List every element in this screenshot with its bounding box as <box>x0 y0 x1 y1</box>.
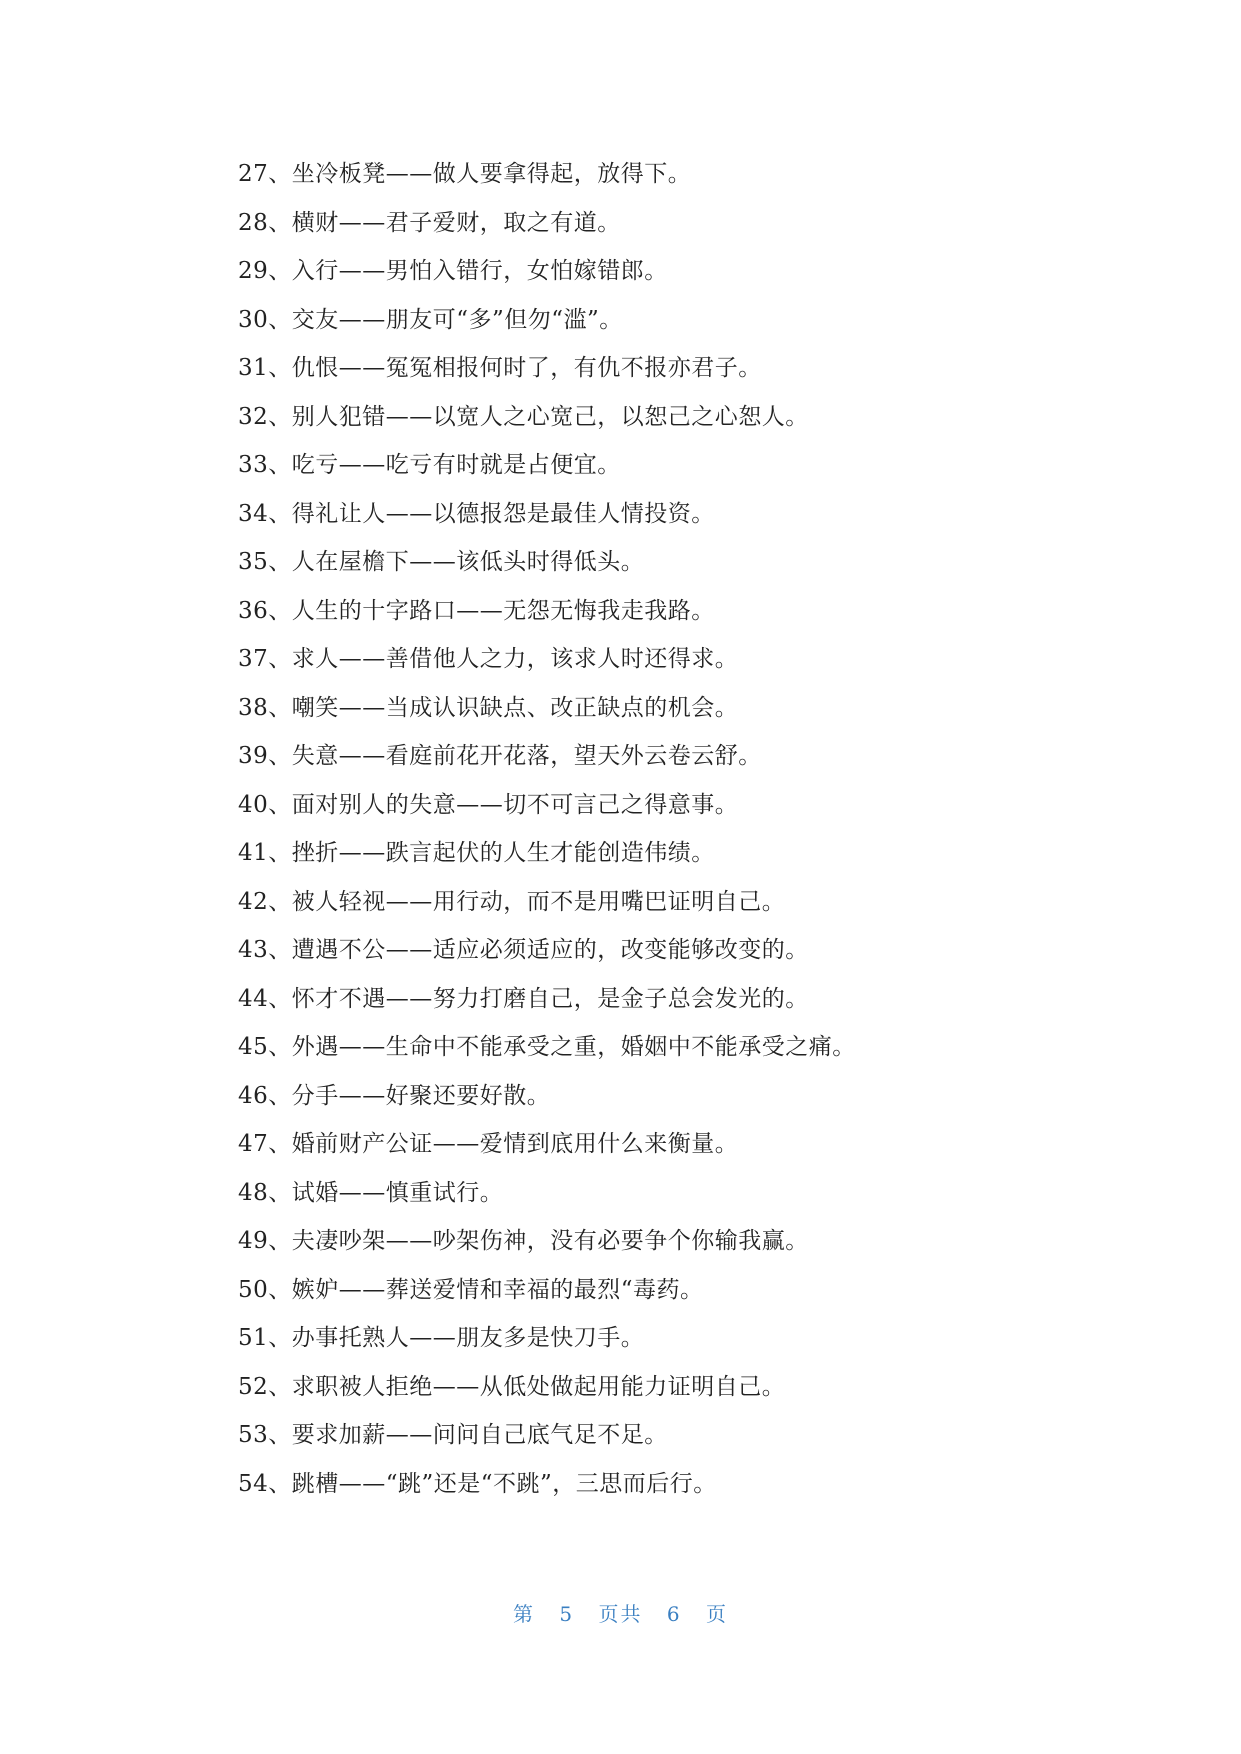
list-item: 37、求人——善借他人之力，该求人时还得求。 <box>238 646 739 672</box>
list-item: 39、失意——看庭前花开花落，望天外云卷云舒。 <box>238 743 762 769</box>
list-item: 33、吃亏——吃亏有时就是占便宜。 <box>238 452 621 478</box>
current-page-number: 5 <box>559 1602 575 1626</box>
list-item: 43、遭遇不公——适应必须适应的，改变能够改变的。 <box>238 937 809 963</box>
footer-suffix: 页 <box>705 1602 728 1626</box>
list-item: 51、办事托熟人——朋友多是快刀手。 <box>238 1325 645 1351</box>
list-item: 42、被人轻视——用行动，而不是用嘴巴证明自己。 <box>238 888 786 915</box>
list-item: 53、要求加薪——问问自己底气足不足。 <box>238 1422 668 1448</box>
list-item: 36、人生的十字路口——无怨无悔我走我路。 <box>238 597 715 624</box>
list-item: 30、交友——朋友可“多”但勿“滥”。 <box>238 306 623 333</box>
list-item: 47、婚前财产公证——爱情到底用什么来衡量。 <box>238 1131 739 1157</box>
list-item: 46、分手——好聚还要好散。 <box>238 1082 551 1109</box>
total-page-count: 6 <box>666 1602 682 1626</box>
footer-prefix: 第 <box>513 1602 536 1626</box>
list-item: 54、跳槽——“跳”还是“不跳”，三思而后行。 <box>238 1470 717 1497</box>
list-item: 50、嫉妒——葬送爱情和幸福的最烈“毒药。 <box>238 1276 704 1303</box>
document-body <box>238 150 1138 1508</box>
list-item: 28、横财——君子爱财，取之有道。 <box>238 209 621 236</box>
list-item: 48、试婚——慎重试行。 <box>238 1179 504 1206</box>
list-item: 49、夫凄吵架——吵架伤神，没有必要争个你输我赢。 <box>238 1228 809 1254</box>
footer-middle: 页共 <box>598 1602 643 1626</box>
list-item: 34、得礼让人——以德报怨是最佳人情投资。 <box>238 500 715 527</box>
list-item: 40、面对别人的失意——切不可言己之得意事。 <box>238 791 739 818</box>
page-footer <box>0 1598 1241 1627</box>
list-item: 35、人在屋檐下——该低头时得低头。 <box>238 549 645 575</box>
list-item: 44、怀才不遇——努力打磨自己，是金子总会发光的。 <box>238 985 809 1012</box>
list-item: 29、入行——男怕入错行，女怕嫁错郎。 <box>238 258 668 284</box>
list-item: 32、别人犯错——以宽人之心宽己，以恕己之心恕人。 <box>238 403 809 430</box>
list-item: 31、仇恨——冤冤相报何时了，有仇不报亦君子。 <box>238 355 762 381</box>
list-item: 41、挫折——跌言起伏的人生才能创造伟绩。 <box>238 840 715 866</box>
list-item: 38、嘲笑——当成认识缺点、改正缺点的机会。 <box>238 694 739 721</box>
list-item: 52、求职被人拒绝——从低处做起用能力证明自己。 <box>238 1373 786 1400</box>
list-item: 27、坐冷板凳——做人要拿得起，放得下。 <box>238 161 692 187</box>
list-item: 45、外遇——生命中不能承受之重，婚姻中不能承受之痛。 <box>238 1034 856 1060</box>
